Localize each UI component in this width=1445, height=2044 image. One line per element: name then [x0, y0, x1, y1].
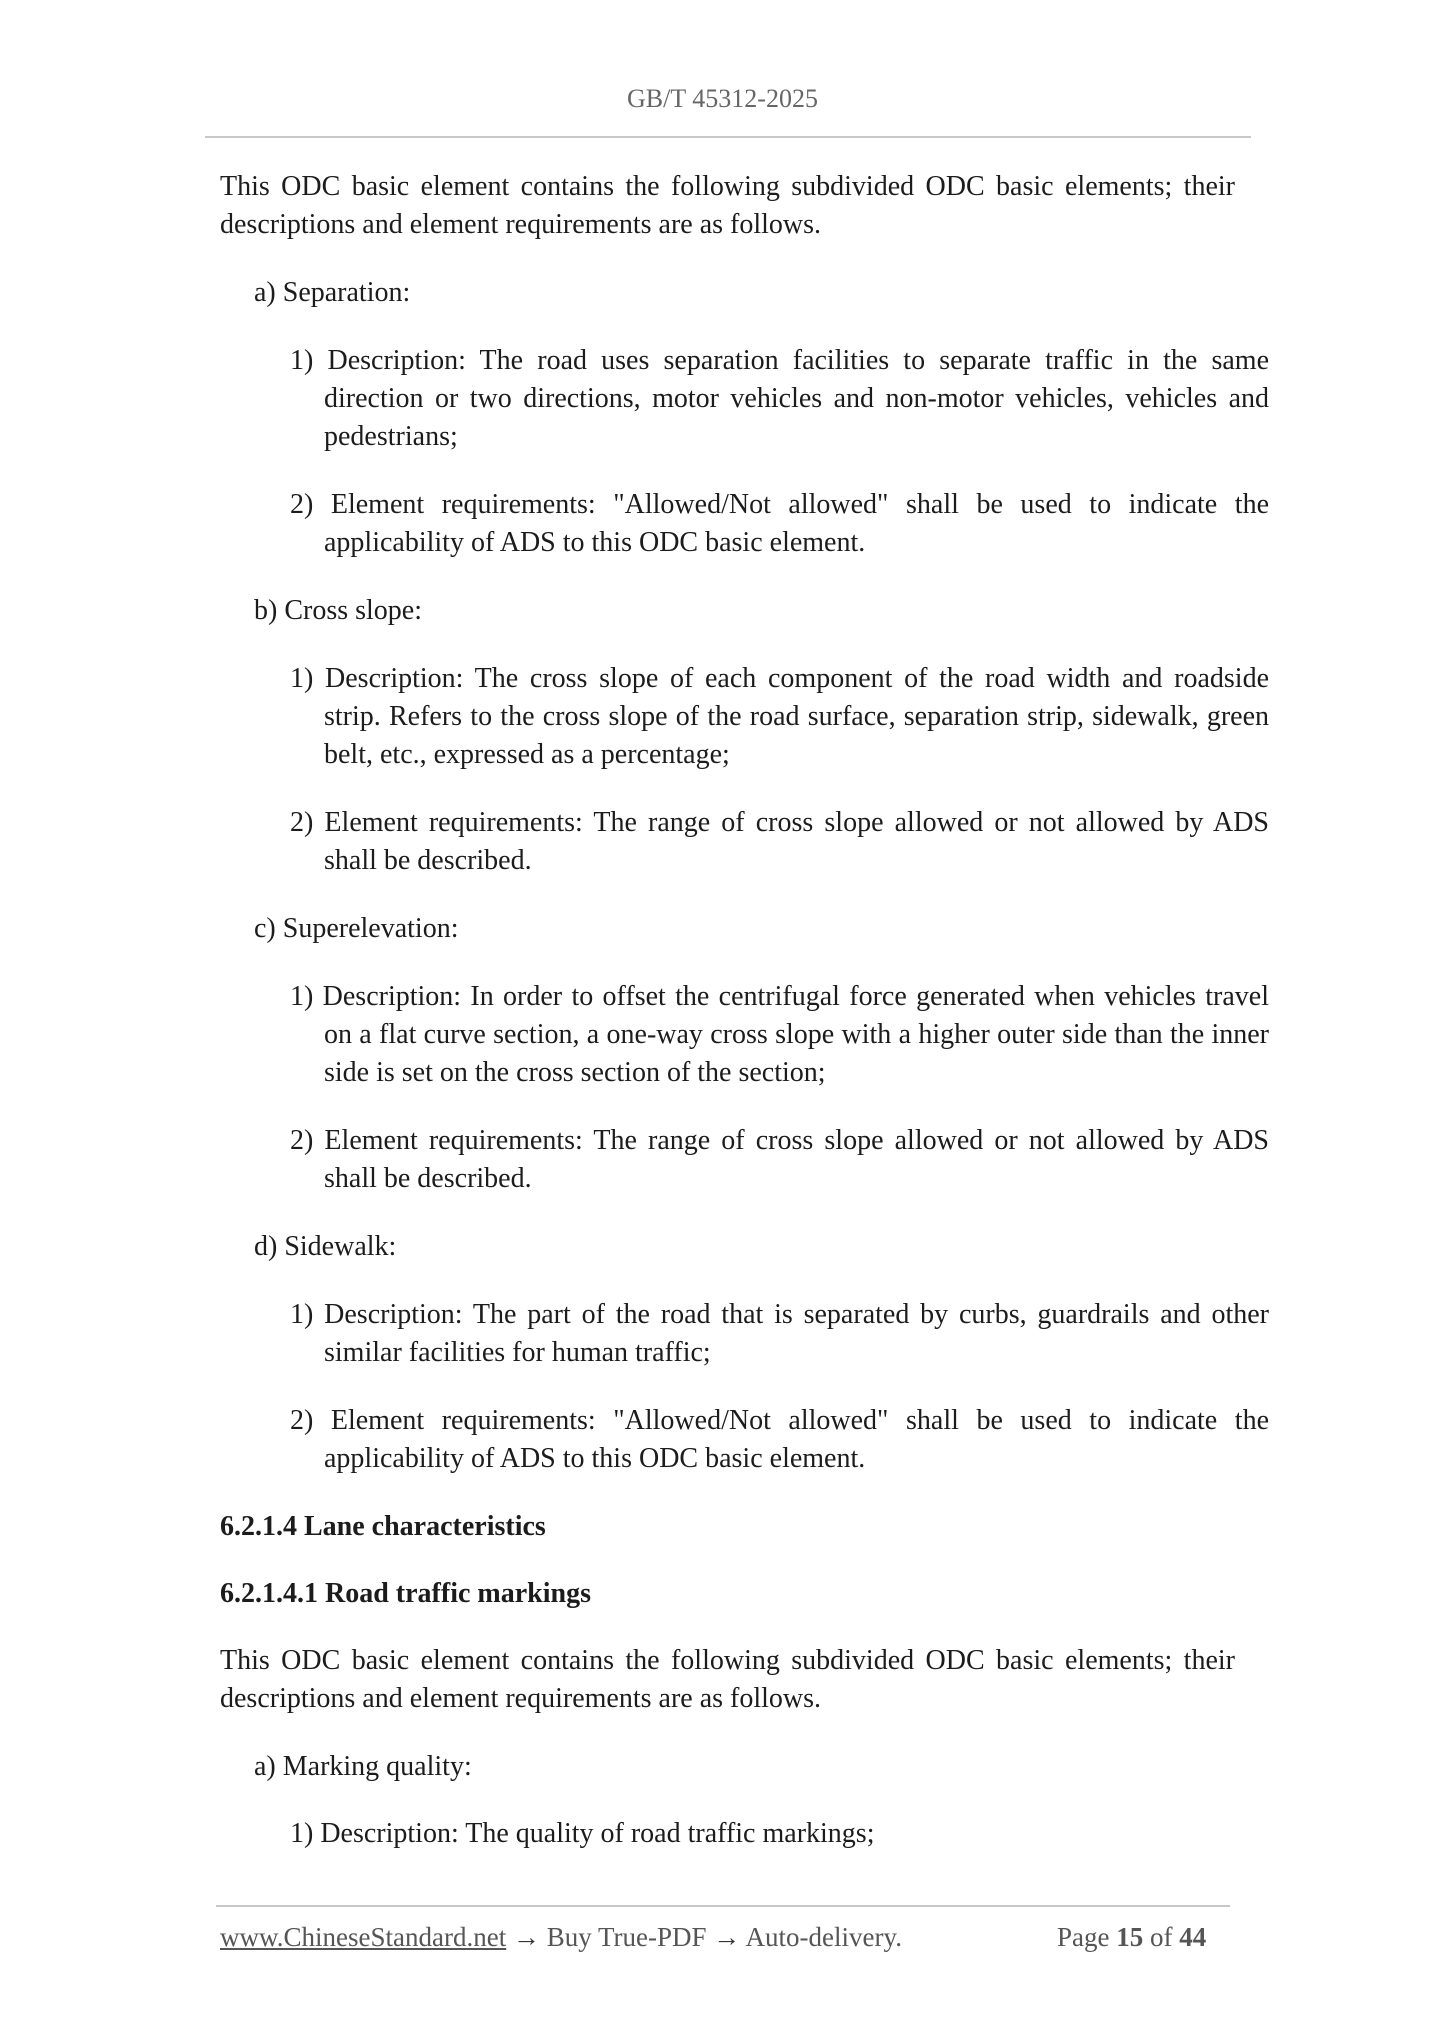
of-word: of	[1149, 1922, 1173, 1952]
arrow-right-icon: →	[512, 1922, 540, 1952]
item-b-description: 1) Description: The cross slope of each component of the road width and roadside strip. Refers to the cross slope of the road surface, separation strip, sidewalk, green belt, etc., expressed as a percentage;	[290, 663, 1269, 770]
item-a-label: a) Separation:	[254, 277, 411, 308]
footer-divider	[216, 1905, 1230, 1907]
website-link[interactable]: www.ChineseStandard.net	[220, 1922, 507, 1952]
page-word: Page	[1057, 1922, 1110, 1952]
item-d-description: 1) Description: The part of the road that is separated by curbs, guardrails and other similar facilities for human traffic;	[290, 1299, 1269, 1368]
item-a-requirements: 2) Element requirements: "Allowed/Not allowed" shall be used to indicate the applicability of ADS to this ODC basic element.	[290, 489, 1269, 558]
item-a-description: 1) Description: The road uses separation facilities to separate traffic in the same direction or two directions, motor vehicles and non-motor vehicles, vehicles and pedestrians;	[290, 345, 1269, 452]
item-d-label: d) Sidewalk:	[254, 1231, 397, 1262]
header-divider	[205, 136, 1251, 138]
buy-pdf-text: Buy True-PDF	[546, 1922, 707, 1952]
marking-quality-description: 1) Description: The quality of road traffic markings;	[290, 1818, 875, 1849]
item-b-requirements: 2) Element requirements: The range of cross slope allowed or not allowed by ADS shall be described.	[290, 807, 1269, 876]
arrow-right-icon: →	[713, 1922, 741, 1952]
auto-delivery-text: Auto-delivery.	[745, 1922, 902, 1952]
footer-links	[220, 1922, 902, 1953]
section-heading-6-2-1-4-1: 6.2.1.4.1 Road traffic markings	[220, 1578, 591, 1609]
item-c-requirements: 2) Element requirements: The range of cross slope allowed or not allowed by ADS shall be described.	[290, 1125, 1269, 1194]
document-header: GB/T 45312-2025	[627, 84, 818, 113]
item-c-label: c) Superelevation:	[254, 913, 459, 944]
marking-quality-label: a) Marking quality:	[254, 1751, 472, 1782]
page-total: 44	[1179, 1922, 1207, 1952]
item-c-description: 1) Description: In order to offset the centrifugal force generated when vehicles travel on a flat curve section, a one-way cross slope with a higher outer side than the inner side is set on the cross section of the section;	[290, 981, 1269, 1088]
item-b-label: b) Cross slope:	[254, 595, 422, 626]
intro-paragraph-2: This ODC basic element contains the following subdivided ODC basic elements; their descriptions and element requirements are as follows.	[220, 1645, 1235, 1714]
page-number: 15	[1116, 1922, 1144, 1952]
section-heading-6-2-1-4: 6.2.1.4 Lane characteristics	[220, 1511, 546, 1542]
page-indicator	[1057, 1922, 1206, 1953]
intro-paragraph: This ODC basic element contains the following subdivided ODC basic elements; their descriptions and element requirements are as follows.	[220, 171, 1235, 240]
item-d-requirements: 2) Element requirements: "Allowed/Not allowed" shall be used to indicate the applicability of ADS to this ODC basic element.	[290, 1405, 1269, 1474]
